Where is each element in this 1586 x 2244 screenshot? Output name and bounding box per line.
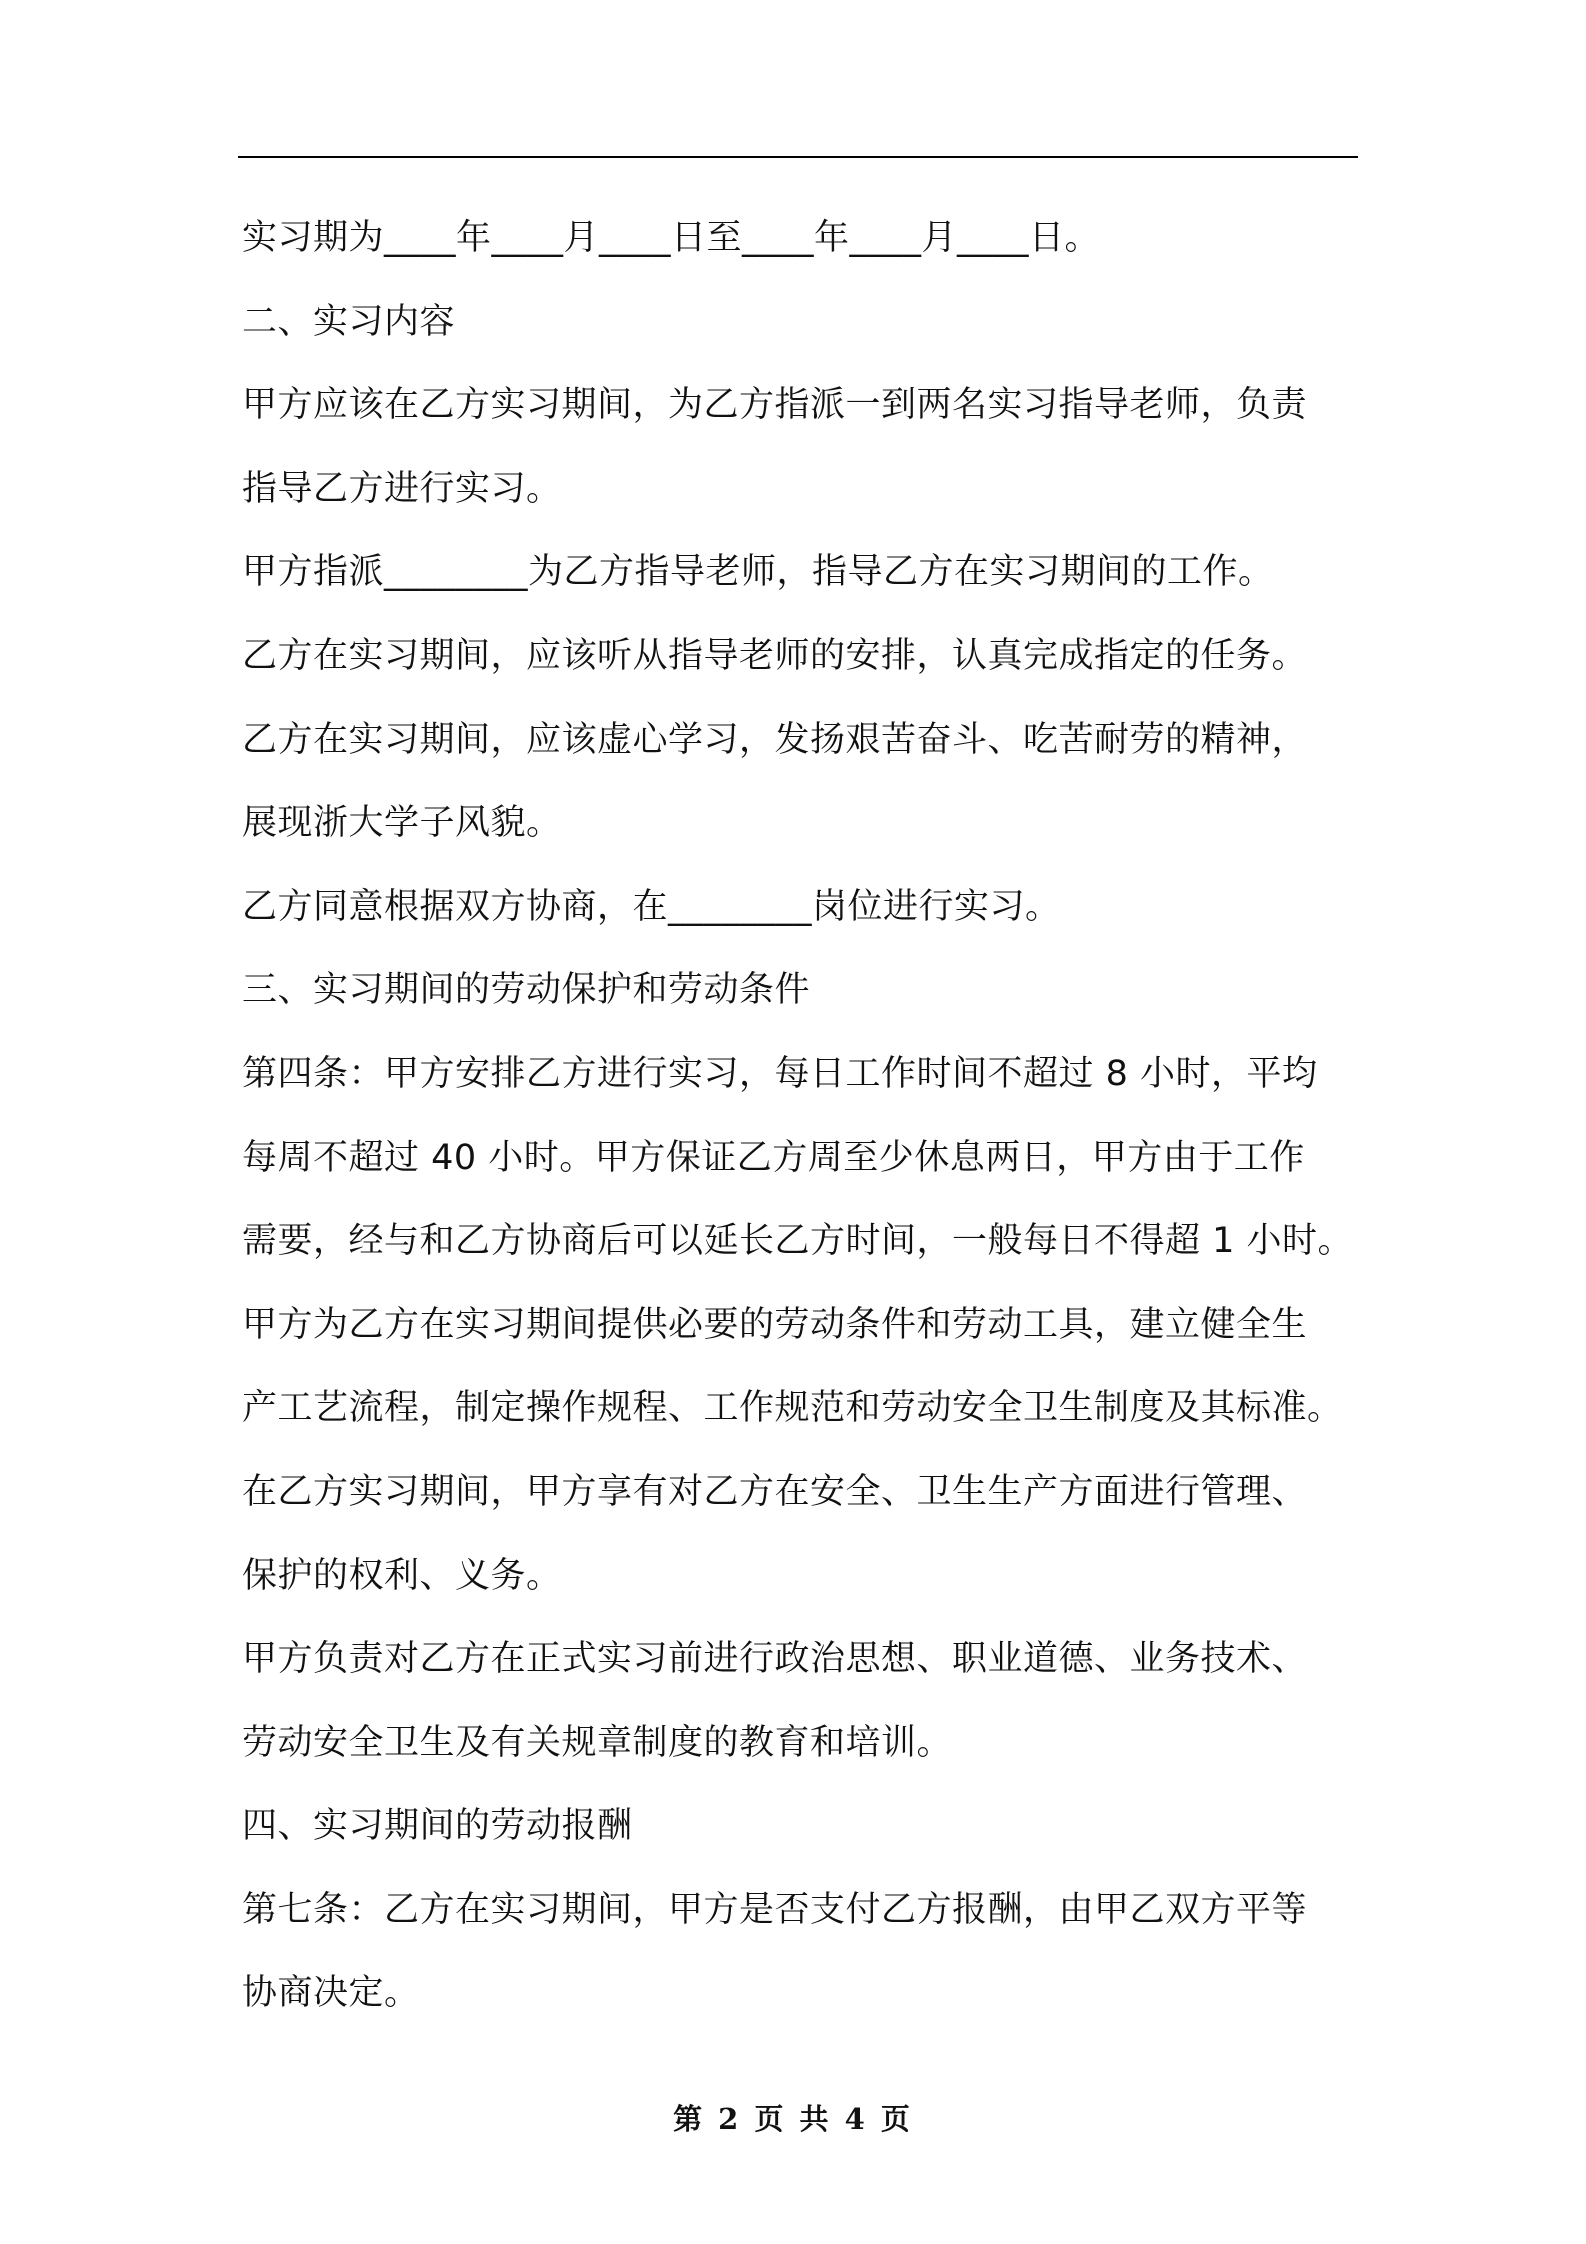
text-line: 劳动安全卫生及有关规章制度的教育和培训。: [242, 1722, 953, 1763]
header-divider: [238, 156, 1358, 158]
text-line: 甲方负责对乙方在正式实习前进行政治思想、职业道德、业务技术、: [242, 1639, 1308, 1680]
section-heading: 三、实习期间的劳动保护和劳动条件: [242, 970, 811, 1011]
text-line: 第四条：甲方安排乙方进行实习，每日工作时间不超过 8 小时，平均: [242, 1053, 1318, 1094]
section-heading: 四、实习期间的劳动报酬: [242, 1806, 633, 1847]
text-line: 保护的权利、义务。: [242, 1555, 562, 1596]
text-line: 乙方同意根据双方协商，在________岗位进行实习。: [242, 886, 1061, 927]
section-heading: 二、实习内容: [242, 301, 456, 342]
text-line: 展现浙大学子风貌。: [242, 803, 562, 844]
text-line: 需要，经与和乙方协商后可以延长乙方时间，一般每日不得超 1 小时。: [242, 1221, 1354, 1262]
text-line: 第七条：乙方在实习期间，甲方是否支付乙方报酬，由甲乙双方平等: [242, 1889, 1308, 1930]
text-line: 实习期为____年____月____日至____年____月____日。: [242, 218, 1101, 258]
page-number-footer: 第 2 页 共 4 页: [673, 2102, 913, 2136]
text-line: 每周不超过 40 小时。甲方保证乙方周至少休息两日，甲方由于工作: [242, 1137, 1305, 1178]
text-line: 协商决定。: [242, 1973, 420, 2014]
document-body: [242, 197, 1367, 2036]
text-line: 指导乙方进行实习。: [242, 468, 562, 509]
text-line: 产工艺流程，制定操作规程、工作规范和劳动安全卫生制度及其标准。: [242, 1388, 1343, 1429]
text-line: 甲方应该在乙方实习期间，为乙方指派一到两名实习指导老师，负责: [242, 385, 1308, 426]
text-line: 在乙方实习期间，甲方享有对乙方在安全、卫生生产方面进行管理、: [242, 1471, 1308, 1512]
text-line: 乙方在实习期间，应该听从指导老师的安排，认真完成指定的任务。: [242, 635, 1308, 676]
text-line: 甲方为乙方在实习期间提供必要的劳动条件和劳动工具，建立健全生: [242, 1304, 1308, 1345]
text-line: 甲方指派________为乙方指导老师，指导乙方在实习期间的工作。: [242, 552, 1274, 593]
text-line: 乙方在实习期间，应该虚心学习，发扬艰苦奋斗、吃苦耐劳的精神，: [242, 719, 1308, 760]
